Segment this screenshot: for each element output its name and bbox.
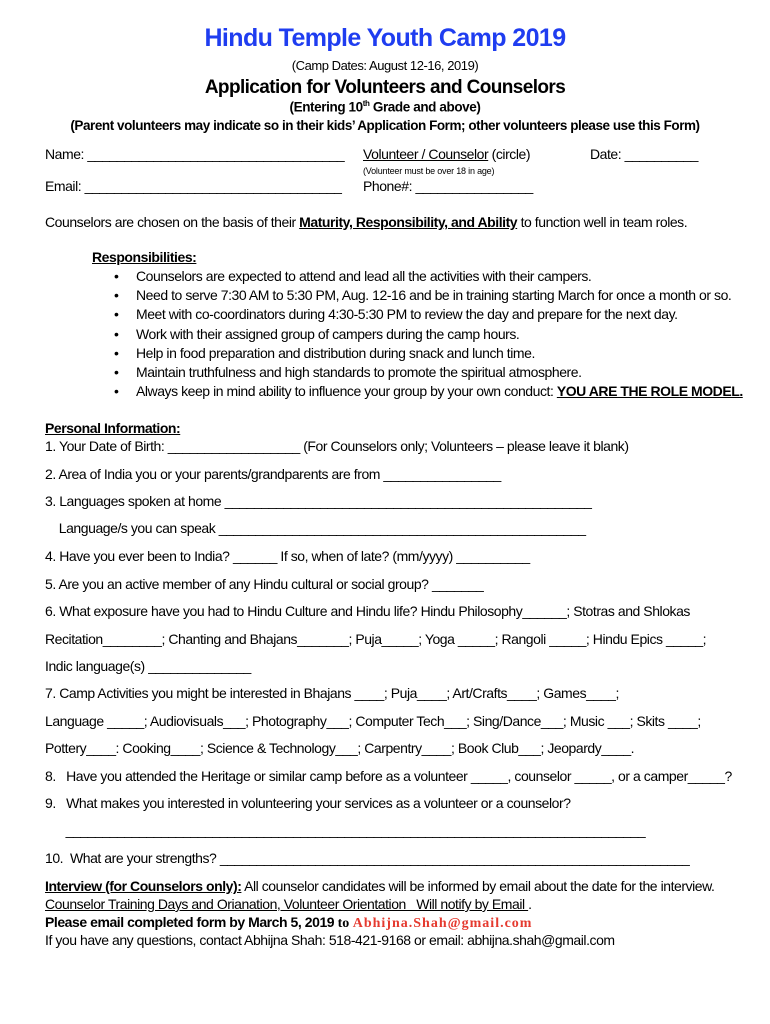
grade-prefix: (Entering 10 [289, 99, 363, 115]
question-3[interactable]: 3. Languages spoken at home __________________________________________________ [45, 493, 592, 509]
intro-post: to function well in team roles. [517, 214, 688, 230]
question-1[interactable]: 1. Your Date of Birth: __________________ (For Counselors only; Volunteers – please leave it blank) [45, 438, 629, 454]
role-field[interactable] [363, 146, 530, 162]
phone-field[interactable]: Phone#: ________________ [363, 178, 533, 194]
bullet-icon: • [114, 287, 119, 304]
name-field[interactable]: Name: ___________________________________ [45, 146, 345, 162]
list-item [92, 267, 743, 286]
question-6-cont[interactable]: Recitation________; Chanting and Bhajans_______; Puja_____; Yoga _____; Rangoli _____; Hindu Epics _____; [45, 631, 707, 647]
bullet-icon: • [114, 268, 119, 284]
submit-text: Please email completed form by March 5, 2019 [45, 914, 338, 930]
question-7[interactable]: 7. Camp Activities you might be interested in Bhajans ____; Puja____; Art/Crafts____; Games____; [45, 685, 619, 701]
role-suffix: (circle) [488, 146, 531, 162]
training-line [45, 896, 532, 912]
intro-text [45, 214, 687, 230]
camp-dates: (Camp Dates: August 12-16, 2019) [291, 58, 479, 73]
bullet-icon: • [114, 363, 119, 380]
list-item [92, 344, 743, 363]
role-model-text: YOU ARE THE ROLE MODEL. [556, 383, 743, 400]
responsibilities-list [92, 267, 743, 401]
role-label: Volunteer / Counselor [363, 146, 489, 162]
intro-pre: Counselors are chosen on the basis of their [45, 214, 300, 230]
list-item [92, 286, 743, 305]
list-item [92, 382, 743, 401]
question-10[interactable]: 10. What are your strengths? ________________________________________________________________ [45, 850, 690, 866]
list-item-pre: Always keep in mind ability to influence your group by your own conduct: [136, 383, 557, 400]
form-subtitle: Application for Volunteers and Counselors [204, 77, 566, 98]
intro-bold: Maturity, Responsibility, and Ability [299, 214, 518, 230]
submit-to: to [337, 916, 353, 931]
question-6[interactable]: 6. What exposure have you had to Hindu Culture and Hindu life? Hindu Philosophy______; Stotras and Shlokas [45, 603, 690, 619]
question-9: 9. What makes you interested in volunteering your services as a volunteer or a counselor? [45, 795, 571, 811]
grade-suffix: Grade and above) [369, 99, 481, 115]
list-item-text: Help in food preparation and distribution during snack and lunch time. [136, 344, 535, 361]
bullet-icon: • [114, 306, 119, 323]
question-7-cont2[interactable]: Pottery____: Cooking____; Science & Technology___; Carpentry____; Book Club___; Jeopardy____. [45, 740, 635, 756]
grade-requirement [0, 99, 770, 115]
question-8[interactable]: 8. Have you attended the Heritage or similar camp before as a volunteer _____, counselor _____, or a camper_____? [45, 768, 732, 784]
training-text: Counselor Training Days and Orianation, Volunteer Orientation Will notify by Email [45, 896, 529, 912]
question-6-indic[interactable]: Indic language(s) ______________ [45, 658, 251, 674]
list-item [92, 305, 743, 324]
list-item-text: Need to serve 7:30 AM to 5:30 PM, Aug. 12-16 and be in training starting March for once a month or so. [136, 287, 732, 304]
list-item-text: Work with their assigned group of campers during the camp hours. [136, 325, 520, 342]
form-title: Hindu Temple Youth Camp 2019 [204, 24, 566, 52]
responsibilities-heading: Responsibilities: [92, 249, 197, 265]
bullet-icon: • [114, 383, 119, 400]
question-4[interactable]: 4. Have you ever been to India? ______ If so, when of late? (mm/yyyy) __________ [45, 548, 530, 564]
parent-note: (Parent volunteers may indicate so in their kids’ Application Form; other volunteers please use this Form) [70, 118, 700, 133]
list-item [92, 325, 743, 344]
submit-email-link[interactable]: Abhijna.Shah@gmail.com [352, 916, 533, 931]
question-5[interactable]: 5. Are you an active member of any Hindu cultural or social group? _______ [45, 576, 484, 592]
question-3-languages[interactable]: Language/s you can speak __________________________________________________ [45, 520, 586, 536]
date-field[interactable]: Date: __________ [590, 146, 699, 162]
question-7-cont[interactable]: Language _____; Audiovisuals___; Photography___; Computer Tech___; Sing/Dance___; Music ___; Skits ____; [45, 713, 701, 729]
list-item-text: Maintain truthfulness and high standards to promote the spiritual atmosphere. [136, 363, 582, 380]
bullet-icon: • [114, 344, 119, 361]
submit-line [45, 914, 532, 932]
age-note: (Volunteer must be over 18 in age) [363, 166, 495, 176]
list-item [92, 363, 743, 382]
list-item-text: Counselors are expected to attend and lead all the activities with their campers. [136, 268, 592, 284]
email-field[interactable]: Email: ___________________________________ [45, 178, 342, 194]
question-9-answer[interactable]: _______________________________________________________________________________ [45, 822, 646, 838]
training-end: . [528, 896, 532, 912]
list-item-text: Meet with co-coordinators during 4:30-5:30 PM to review the day and prepare for the next day. [136, 306, 678, 323]
grade-sup: th [362, 99, 370, 108]
contact-line: If you have any questions, contact Abhijna Shah: 518-421-9168 or email: abhijna.shah@gmail.com [45, 932, 615, 948]
interview-line [45, 878, 714, 894]
interview-text: All counselor candidates will be informed by email about the date for the interview. [241, 878, 715, 894]
interview-label: Interview (for Counselors only): [45, 878, 242, 894]
question-2[interactable]: 2. Area of India you or your parents/grandparents are from ________________ [45, 466, 501, 482]
bullet-icon: • [114, 325, 119, 342]
personal-info-heading: Personal Information: [45, 420, 181, 436]
